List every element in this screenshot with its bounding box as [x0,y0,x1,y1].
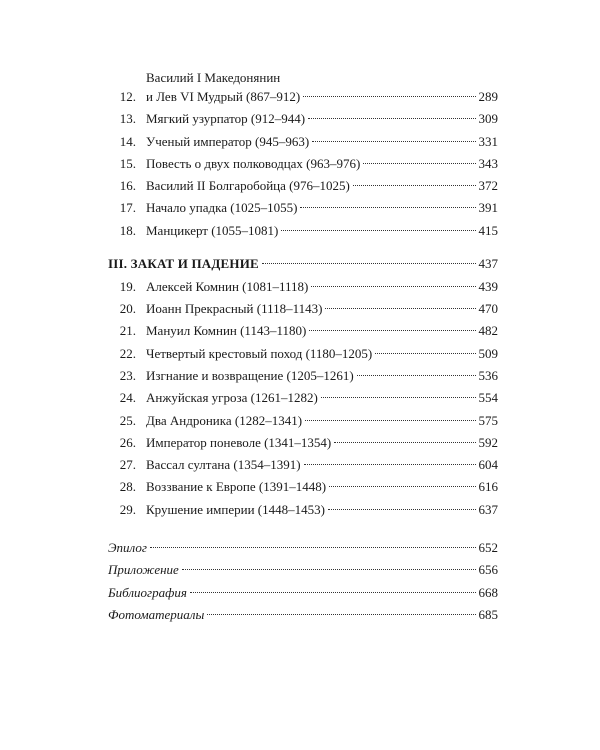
chapter-number: 14. [119,133,136,149]
chapter-title: Мануил Комнин (1143–1180) [146,323,307,339]
toc-entry-photos[interactable] [108,605,498,624]
dot-leader [375,353,475,354]
chapter-number: 29. [119,501,136,517]
chapter-number: 19. [119,278,136,294]
chapter-number: 13. [119,111,136,127]
toc-entry-17[interactable] [108,198,498,217]
chapter-title: Манцикерт (1055–1081) [146,222,279,238]
dot-leader [321,397,476,398]
section-gap [108,522,498,538]
toc-entry-18[interactable] [108,221,498,240]
chapter-number: 28. [119,479,136,495]
toc-entry-19[interactable] [108,277,498,296]
page-number: 554 [478,390,498,406]
chapter-number: 12. [119,89,136,104]
toc-entry-22[interactable] [108,344,498,363]
toc-entry-14[interactable] [108,132,498,151]
page-number: 656 [478,562,498,578]
page-number: 509 [478,345,498,361]
page-number: 470 [478,301,498,317]
page-number: 592 [478,434,498,450]
toc-entry-epilogue[interactable] [108,538,498,557]
dot-leader [300,207,475,208]
page-number: 536 [478,367,498,383]
page-number: 415 [478,222,498,238]
dot-leader [303,96,475,97]
page-number: 668 [478,584,498,600]
dot-leader [281,230,475,231]
page-number: 575 [478,412,498,428]
chapter-title: Мягкий узурпатор (912–944) [146,111,306,127]
page-number: 289 [478,89,498,104]
chapter-number: 24. [119,390,136,406]
backmatter-title: Фотоматериалы [108,606,205,622]
page-number: 652 [478,540,498,556]
toc-entry-27[interactable] [108,455,498,474]
backmatter-title: Приложение [108,562,179,578]
dot-leader [328,509,476,510]
dot-leader [190,592,476,593]
toc-entry-13[interactable] [108,109,498,128]
table-of-contents [108,68,498,627]
chapter-number: 15. [119,155,136,171]
chapter-number: 22. [119,345,136,361]
dot-leader [207,614,475,615]
toc-entry-25[interactable] [108,411,498,430]
toc-entry-21[interactable] [108,321,498,340]
toc-entry-bibliography[interactable] [108,583,498,602]
dot-leader [262,263,476,264]
chapter-title: Воззвание к Европе (1391–1448) [146,479,327,495]
chapter-title: Повесть о двух полководцах (963–976) [146,155,361,171]
dot-leader [309,330,475,331]
page-number: 685 [478,606,498,622]
toc-entry-29[interactable] [108,500,498,519]
dot-leader [312,141,475,142]
page-number: 331 [478,133,498,149]
part-title: III. ЗАКАТ И ПАДЕНИЕ [108,255,259,271]
chapter-number: 25. [119,412,136,428]
toc-entry-26[interactable] [108,433,498,452]
chapter-number: 17. [119,200,136,216]
toc-part-heading[interactable] [108,254,498,273]
toc-entry-appendix[interactable] [108,560,498,579]
dot-leader [357,375,476,376]
chapter-title: Ученый император (945–963) [146,133,310,149]
chapter-title: Крушение империи (1448–1453) [146,501,325,517]
page-number: 437 [478,255,498,271]
toc-entry-12[interactable] [108,68,498,106]
page-number: 482 [478,323,498,339]
dot-leader [329,486,475,487]
chapter-title: Василий II Болгаробойца (976–1025) [146,178,350,194]
dot-leader [363,163,475,164]
chapter-title: Анжуйская угроза (1261–1282) [146,390,318,406]
toc-entry-28[interactable] [108,477,498,496]
chapter-number: 16. [119,178,136,194]
backmatter-title: Библиография [108,584,187,600]
dot-leader [311,286,475,287]
chapter-title: Вассал султана (1354–1391) [146,457,301,473]
dot-leader [182,569,476,570]
page-number: 343 [478,155,498,171]
page-number: 439 [478,278,498,294]
chapter-title: Алексей Комнин (1081–1118) [146,278,309,294]
toc-entry-23[interactable] [108,366,498,385]
dot-leader [325,308,475,309]
page-number: 637 [478,501,498,517]
chapter-number: 27. [119,457,136,473]
chapter-title: Император поневоле (1341–1354) [146,434,332,450]
page-number: 391 [478,200,498,216]
chapter-title: Изгнание и возвращение (1205–1261) [146,367,354,383]
chapter-number: 18. [119,222,136,238]
chapter-title: Иоанн Прекрасный (1118–1143) [146,301,323,317]
dot-leader [150,547,476,548]
page-number: 616 [478,479,498,495]
chapter-number: 20. [119,301,136,317]
chapter-number: 21. [119,323,136,339]
chapter-title-line1: Василий I Македонянин [146,70,281,85]
dot-leader [334,442,475,443]
page-number: 372 [478,178,498,194]
toc-entry-24[interactable] [108,388,498,407]
dot-leader [353,185,476,186]
chapter-title: Два Андроника (1282–1341) [146,412,303,428]
toc-entry-20[interactable] [108,299,498,318]
backmatter-title: Эпилог [108,540,147,556]
chapter-number: 23. [119,367,136,383]
page-number: 604 [478,457,498,473]
dot-leader [305,420,475,421]
toc-entry-15[interactable] [108,154,498,173]
page-number: 309 [478,111,498,127]
chapter-number: 26. [119,434,136,450]
dot-leader [304,464,476,465]
dot-leader [308,118,475,119]
chapter-title: Начало упадка (1025–1055) [146,200,298,216]
toc-entry-16[interactable] [108,176,498,195]
chapter-title-line2: и Лев VI Мудрый (867–912) [146,89,301,104]
chapter-title: Четвертый крестовый поход (1180–1205) [146,345,373,361]
